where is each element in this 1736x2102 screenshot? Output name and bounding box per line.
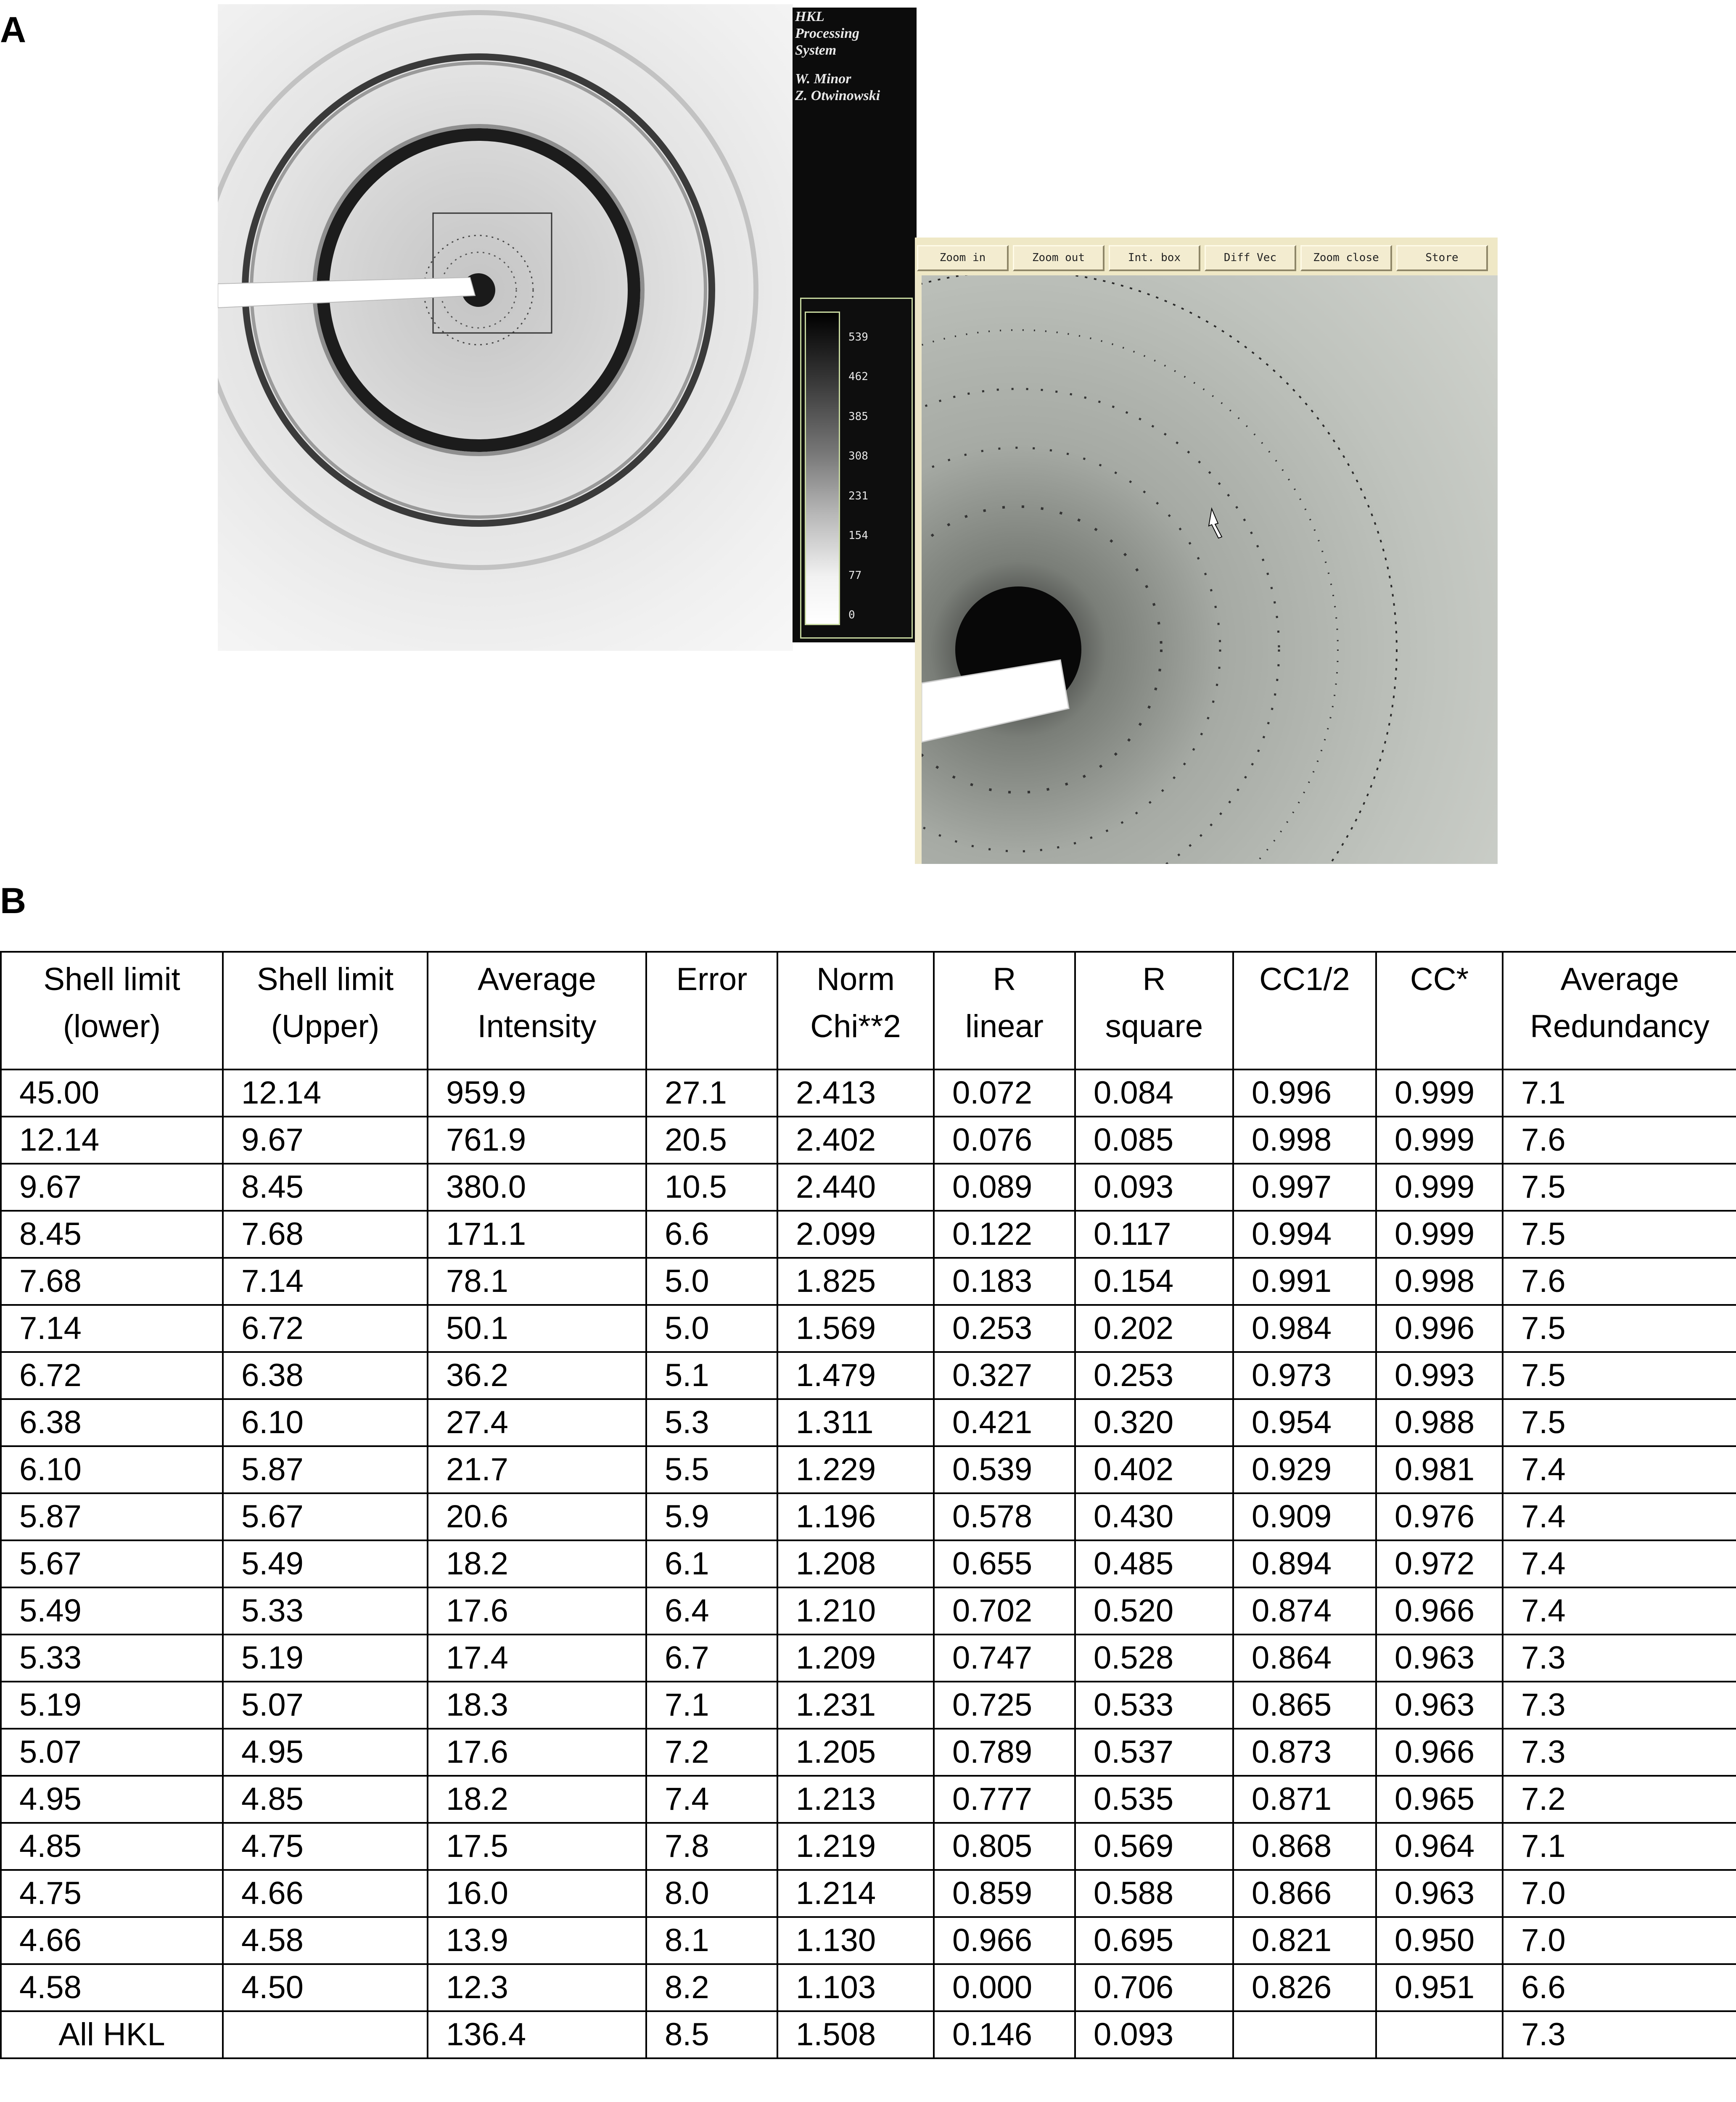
table-row xyxy=(1,1446,1736,1493)
table-cell: 7.1 xyxy=(1503,1823,1736,1870)
table-cell: 1.219 xyxy=(777,1823,934,1870)
table-cell: 7.3 xyxy=(1503,1635,1736,1682)
zoom-out-button[interactable]: Zoom out xyxy=(1013,245,1104,271)
table-cell: 7.6 xyxy=(1503,1258,1736,1305)
table-cell: 0.789 xyxy=(934,1729,1075,1776)
table-cell: 6.38 xyxy=(1,1399,223,1446)
summary-cell: 136.4 xyxy=(428,2011,646,2058)
table-cell: 8.0 xyxy=(646,1870,777,1917)
table-cell: 20.5 xyxy=(646,1117,777,1164)
table-row xyxy=(1,1493,1736,1540)
table-cell: 6.6 xyxy=(1503,1964,1736,2011)
table-cell: 0.965 xyxy=(1376,1776,1503,1823)
column-header xyxy=(934,952,1075,1069)
table-row xyxy=(1,1117,1736,1164)
table-cell: 17.4 xyxy=(428,1635,646,1682)
table-cell: 2.402 xyxy=(777,1117,934,1164)
table-cell: 27.1 xyxy=(646,1069,777,1117)
table-cell: 0.202 xyxy=(1075,1305,1233,1352)
panel-a-label: A xyxy=(0,10,26,50)
table-cell: 4.95 xyxy=(223,1729,428,1776)
table-row xyxy=(1,1352,1736,1399)
table-row xyxy=(1,1917,1736,1964)
column-header xyxy=(1376,952,1503,1069)
column-header xyxy=(646,952,777,1069)
table-cell: 0.981 xyxy=(1376,1446,1503,1493)
table-cell: 5.87 xyxy=(223,1446,428,1493)
table-cell: 0.865 xyxy=(1233,1682,1376,1729)
table-cell: 0.864 xyxy=(1233,1635,1376,1682)
table-cell: 2.440 xyxy=(777,1164,934,1211)
table-cell: 1.210 xyxy=(777,1587,934,1635)
table-cell: 7.1 xyxy=(646,1682,777,1729)
table-cell: 13.9 xyxy=(428,1917,646,1964)
table-cell: 1.214 xyxy=(777,1870,934,1917)
table-cell: 7.8 xyxy=(646,1823,777,1870)
table-cell: 0.929 xyxy=(1233,1446,1376,1493)
table-cell: 0.320 xyxy=(1075,1399,1233,1446)
table-cell: 7.68 xyxy=(1,1258,223,1305)
column-header-line: Shell limit xyxy=(43,961,180,997)
summary-cell: 7.3 xyxy=(1503,2011,1736,2058)
table-cell: 0.706 xyxy=(1075,1964,1233,2011)
table-cell: 6.72 xyxy=(1,1352,223,1399)
column-header-line: Shell limit xyxy=(256,961,394,997)
table-cell: 6.38 xyxy=(223,1352,428,1399)
column-header-line: R xyxy=(993,961,1016,997)
table-cell: 0.402 xyxy=(1075,1446,1233,1493)
table-cell: 0.695 xyxy=(1075,1917,1233,1964)
table-cell: 1.196 xyxy=(777,1493,934,1540)
table-cell: 7.4 xyxy=(1503,1446,1736,1493)
data-statistics-table xyxy=(0,951,1736,2059)
table-cell: 1.130 xyxy=(777,1917,934,1964)
summary-cell: 1.508 xyxy=(777,2011,934,2058)
column-header xyxy=(1075,952,1233,1069)
table-cell: 0.528 xyxy=(1075,1635,1233,1682)
table-cell: 0.868 xyxy=(1233,1823,1376,1870)
table-cell: 0.950 xyxy=(1376,1917,1503,1964)
table-header-row xyxy=(1,952,1736,1069)
summary-cell xyxy=(1233,2011,1376,2058)
table-cell: 2.413 xyxy=(777,1069,934,1117)
column-header-line: Chi**2 xyxy=(810,1009,901,1044)
table-cell: 17.5 xyxy=(428,1823,646,1870)
column-header-line: (lower) xyxy=(63,1009,161,1044)
table-cell: 0.991 xyxy=(1233,1258,1376,1305)
column-header-line: Average xyxy=(1560,961,1679,997)
diff-vec-button[interactable]: Diff Vec xyxy=(1205,245,1296,271)
table-row xyxy=(1,1069,1736,1117)
column-header-line: CC1/2 xyxy=(1259,961,1350,997)
table-cell: 0.537 xyxy=(1075,1729,1233,1776)
table-cell: 2.099 xyxy=(777,1211,934,1258)
table-cell: 1.205 xyxy=(777,1729,934,1776)
table-cell: 7.6 xyxy=(1503,1117,1736,1164)
table-row xyxy=(1,1540,1736,1587)
table-cell: 5.67 xyxy=(223,1493,428,1540)
table-cell: 1.213 xyxy=(777,1776,934,1823)
table-cell: 0.993 xyxy=(1376,1352,1503,1399)
table-cell: 7.68 xyxy=(223,1211,428,1258)
table-cell: 0.117 xyxy=(1075,1211,1233,1258)
summary-cell xyxy=(223,2011,428,2058)
zoom-toolbar xyxy=(915,238,1498,275)
table-cell: 7.5 xyxy=(1503,1399,1736,1446)
table-cell: 7.4 xyxy=(1503,1587,1736,1635)
table-cell: 18.3 xyxy=(428,1682,646,1729)
table-cell: 0.821 xyxy=(1233,1917,1376,1964)
hkl-title-line: HKL xyxy=(795,9,824,24)
table-cell: 0.999 xyxy=(1376,1069,1503,1117)
table-cell: 1.208 xyxy=(777,1540,934,1587)
table-cell: 0.909 xyxy=(1233,1493,1376,1540)
table-cell: 0.999 xyxy=(1376,1211,1503,1258)
table-cell: 1.825 xyxy=(777,1258,934,1305)
table-cell: 0.973 xyxy=(1233,1352,1376,1399)
legend-tick: 462 xyxy=(848,370,868,383)
table-cell: 761.9 xyxy=(428,1117,646,1164)
table-cell: 1.311 xyxy=(777,1399,934,1446)
table-cell: 0.655 xyxy=(934,1540,1075,1587)
table-cell: 0.951 xyxy=(1376,1964,1503,2011)
table-cell: 4.58 xyxy=(223,1917,428,1964)
table-cell: 7.0 xyxy=(1503,1917,1736,1964)
table-cell: 0.999 xyxy=(1376,1117,1503,1164)
column-header xyxy=(1503,952,1736,1069)
table-cell: 5.3 xyxy=(646,1399,777,1446)
table-cell: 0.963 xyxy=(1376,1682,1503,1729)
table-cell: 380.0 xyxy=(428,1164,646,1211)
table-cell: 7.14 xyxy=(1,1305,223,1352)
diffraction-pattern xyxy=(218,4,793,651)
table-cell: 12.14 xyxy=(223,1069,428,1117)
table-cell: 0.894 xyxy=(1233,1540,1376,1587)
summary-cell: All HKL xyxy=(1,2011,223,2058)
column-header-line: (Upper) xyxy=(271,1009,380,1044)
table-cell: 4.66 xyxy=(1,1917,223,1964)
table-cell: 4.50 xyxy=(223,1964,428,2011)
table-cell: 1.103 xyxy=(777,1964,934,2011)
table-cell: 5.67 xyxy=(1,1540,223,1587)
table-cell: 0.994 xyxy=(1233,1211,1376,1258)
legend-tick: 77 xyxy=(848,569,862,582)
table-cell: 6.10 xyxy=(1,1446,223,1493)
table-cell: 9.67 xyxy=(223,1117,428,1164)
table-cell: 0.093 xyxy=(1075,1164,1233,1211)
column-header-line: CC* xyxy=(1410,961,1469,997)
table-cell: 7.4 xyxy=(646,1776,777,1823)
table-cell: 4.75 xyxy=(223,1823,428,1870)
hkl-banner xyxy=(793,8,917,642)
table-cell: 1.479 xyxy=(777,1352,934,1399)
table-cell: 6.72 xyxy=(223,1305,428,1352)
hkl-author-line: Z. Otwinowski xyxy=(795,88,880,103)
table-cell: 6.7 xyxy=(646,1635,777,1682)
table-cell: 7.2 xyxy=(646,1729,777,1776)
table-cell: 78.1 xyxy=(428,1258,646,1305)
table-cell: 9.67 xyxy=(1,1164,223,1211)
table-cell: 8.45 xyxy=(1,1211,223,1258)
table-cell: 5.5 xyxy=(646,1446,777,1493)
table-cell: 0.520 xyxy=(1075,1587,1233,1635)
table-row xyxy=(1,1258,1736,1305)
hkl-authors xyxy=(795,71,880,104)
table-cell: 0.076 xyxy=(934,1117,1075,1164)
table-cell: 36.2 xyxy=(428,1352,646,1399)
table-cell: 18.2 xyxy=(428,1776,646,1823)
table-cell: 18.2 xyxy=(428,1540,646,1587)
table-cell: 5.33 xyxy=(1,1635,223,1682)
table-cell: 6.4 xyxy=(646,1587,777,1635)
summary-cell: 0.146 xyxy=(934,2011,1075,2058)
table-cell: 0.963 xyxy=(1376,1635,1503,1682)
table-cell: 5.19 xyxy=(223,1635,428,1682)
table-row xyxy=(1,1729,1736,1776)
table-cell: 0.089 xyxy=(934,1164,1075,1211)
table-cell: 8.2 xyxy=(646,1964,777,2011)
intensity-gradient-bar xyxy=(805,312,840,625)
table-cell: 0.533 xyxy=(1075,1682,1233,1729)
column-header-line: square xyxy=(1105,1009,1203,1044)
table-cell: 0.873 xyxy=(1233,1729,1376,1776)
table-cell: 7.5 xyxy=(1503,1352,1736,1399)
column-header-line: Redundancy xyxy=(1530,1009,1710,1044)
summary-cell: 8.5 xyxy=(646,2011,777,2058)
table-cell: 7.3 xyxy=(1503,1729,1736,1776)
table-cell: 0.998 xyxy=(1376,1258,1503,1305)
table-cell: 7.3 xyxy=(1503,1682,1736,1729)
legend-tick: 539 xyxy=(848,331,868,343)
summary-cell xyxy=(1376,2011,1503,2058)
table-row xyxy=(1,1823,1736,1870)
table-cell: 4.66 xyxy=(223,1870,428,1917)
legend-tick: 0 xyxy=(848,609,855,621)
table-cell: 8.45 xyxy=(223,1164,428,1211)
table-cell: 1.229 xyxy=(777,1446,934,1493)
table-cell: 5.0 xyxy=(646,1258,777,1305)
legend-tick: 154 xyxy=(848,529,868,542)
table-cell: 8.1 xyxy=(646,1917,777,1964)
table-cell: 0.976 xyxy=(1376,1493,1503,1540)
table-cell: 0.000 xyxy=(934,1964,1075,2011)
table-cell: 0.984 xyxy=(1233,1305,1376,1352)
table-row xyxy=(1,1635,1736,1682)
table-cell: 0.874 xyxy=(1233,1587,1376,1635)
table-cell: 0.996 xyxy=(1233,1069,1376,1117)
table-cell: 50.1 xyxy=(428,1305,646,1352)
table-cell: 7.5 xyxy=(1503,1164,1736,1211)
table-cell: 0.999 xyxy=(1376,1164,1503,1211)
table-cell: 0.859 xyxy=(934,1870,1075,1917)
table-cell: 0.998 xyxy=(1233,1117,1376,1164)
table-cell: 0.122 xyxy=(934,1211,1075,1258)
table-cell: 0.966 xyxy=(934,1917,1075,1964)
table-cell: 4.85 xyxy=(223,1776,428,1823)
table-row xyxy=(1,1870,1736,1917)
table-cell: 0.996 xyxy=(1376,1305,1503,1352)
table-cell: 0.777 xyxy=(934,1776,1075,1823)
table-cell: 20.6 xyxy=(428,1493,646,1540)
table-cell: 45.00 xyxy=(1,1069,223,1117)
table-cell: 0.871 xyxy=(1233,1776,1376,1823)
zoomed-diffraction-image[interactable] xyxy=(922,275,1498,864)
table-cell: 7.5 xyxy=(1503,1211,1736,1258)
table-cell: 0.866 xyxy=(1233,1870,1376,1917)
table-cell: 5.49 xyxy=(1,1587,223,1635)
table-cell: 0.954 xyxy=(1233,1399,1376,1446)
summary-cell: 0.093 xyxy=(1075,2011,1233,2058)
column-header-line: linear xyxy=(965,1009,1044,1044)
legend-tick: 231 xyxy=(848,490,868,502)
table-cell: 5.19 xyxy=(1,1682,223,1729)
hkl-title xyxy=(795,8,859,59)
table-cell: 0.085 xyxy=(1075,1117,1233,1164)
diffraction-image xyxy=(218,4,793,651)
table-cell: 1.231 xyxy=(777,1682,934,1729)
table-cell: 0.702 xyxy=(934,1587,1075,1635)
table-cell: 0.539 xyxy=(934,1446,1075,1493)
table-cell: 0.963 xyxy=(1376,1870,1503,1917)
table-cell: 4.75 xyxy=(1,1870,223,1917)
table-row xyxy=(1,1305,1736,1352)
table-cell: 7.4 xyxy=(1503,1493,1736,1540)
table-cell: 6.10 xyxy=(223,1399,428,1446)
table-cell: 0.430 xyxy=(1075,1493,1233,1540)
zoomed-pattern xyxy=(922,275,1498,864)
table-cell: 12.3 xyxy=(428,1964,646,2011)
table-row xyxy=(1,1776,1736,1823)
intensity-legend xyxy=(800,298,913,639)
table-cell: 0.253 xyxy=(1075,1352,1233,1399)
legend-tick: 308 xyxy=(848,450,868,462)
table-cell: 7.4 xyxy=(1503,1540,1736,1587)
column-header xyxy=(223,952,428,1069)
table-cell: 0.826 xyxy=(1233,1964,1376,2011)
panel-b-label: B xyxy=(0,881,26,921)
column-header-line: Average xyxy=(478,961,596,997)
table-cell: 0.972 xyxy=(1376,1540,1503,1587)
table-cell: 5.1 xyxy=(646,1352,777,1399)
table-cell: 0.805 xyxy=(934,1823,1075,1870)
table-cell: 5.49 xyxy=(223,1540,428,1587)
hkl-author-line: W. Minor xyxy=(795,71,851,87)
table-cell: 0.747 xyxy=(934,1635,1075,1682)
table-cell: 10.5 xyxy=(646,1164,777,1211)
table-cell: 1.209 xyxy=(777,1635,934,1682)
table-cell: 27.4 xyxy=(428,1399,646,1446)
zoom-window xyxy=(915,238,1498,864)
table-cell: 7.5 xyxy=(1503,1305,1736,1352)
table-cell: 7.2 xyxy=(1503,1776,1736,1823)
table-cell: 6.1 xyxy=(646,1540,777,1587)
int-box-button[interactable]: Int. box xyxy=(1109,245,1200,271)
table-cell: 5.07 xyxy=(1,1729,223,1776)
table-cell: 171.1 xyxy=(428,1211,646,1258)
table-cell: 4.58 xyxy=(1,1964,223,2011)
table-row xyxy=(1,1964,1736,2011)
column-header xyxy=(1233,952,1376,1069)
table-cell: 0.997 xyxy=(1233,1164,1376,1211)
table-cell: 1.569 xyxy=(777,1305,934,1352)
table-cell: 17.6 xyxy=(428,1587,646,1635)
hkl-title-line: System xyxy=(795,42,837,58)
table-cell: 5.0 xyxy=(646,1305,777,1352)
table-row xyxy=(1,1164,1736,1211)
table-cell: 16.0 xyxy=(428,1870,646,1917)
table-row xyxy=(1,1682,1736,1729)
table-cell: 0.084 xyxy=(1075,1069,1233,1117)
table-cell: 0.327 xyxy=(934,1352,1075,1399)
table-cell: 5.07 xyxy=(223,1682,428,1729)
table-cell: 0.421 xyxy=(934,1399,1075,1446)
table-cell: 0.535 xyxy=(1075,1776,1233,1823)
table-cell: 0.253 xyxy=(934,1305,1075,1352)
table-cell: 0.966 xyxy=(1376,1729,1503,1776)
table-cell: 0.183 xyxy=(934,1258,1075,1305)
table-cell: 7.1 xyxy=(1503,1069,1736,1117)
table-cell: 0.988 xyxy=(1376,1399,1503,1446)
table-row xyxy=(1,1399,1736,1446)
store-button[interactable]: Store xyxy=(1396,245,1488,271)
table-cell: 12.14 xyxy=(1,1117,223,1164)
table-cell: 7.0 xyxy=(1503,1870,1736,1917)
column-header-line: Norm xyxy=(816,961,895,997)
table-cell: 0.154 xyxy=(1075,1258,1233,1305)
table-cell: 0.569 xyxy=(1075,1823,1233,1870)
table-cell: 0.578 xyxy=(934,1493,1075,1540)
table-cell: 5.87 xyxy=(1,1493,223,1540)
column-header xyxy=(777,952,934,1069)
table-cell: 5.33 xyxy=(223,1587,428,1635)
column-header-line: R xyxy=(1142,961,1166,997)
table-row xyxy=(1,1211,1736,1258)
zoom-in-button[interactable]: Zoom in xyxy=(917,245,1009,271)
table-cell: 0.072 xyxy=(934,1069,1075,1117)
table-cell: 0.485 xyxy=(1075,1540,1233,1587)
column-header-line: Error xyxy=(676,961,748,997)
table-cell: 0.964 xyxy=(1376,1823,1503,1870)
table-cell: 4.85 xyxy=(1,1823,223,1870)
table-row xyxy=(1,1587,1736,1635)
column-header xyxy=(1,952,223,1069)
legend-tick: 385 xyxy=(848,410,868,423)
hkl-title-line: Processing xyxy=(795,26,859,41)
table-cell: 7.14 xyxy=(223,1258,428,1305)
table-summary-row xyxy=(1,2011,1736,2058)
column-header-line: Intensity xyxy=(477,1009,597,1044)
table-cell: 0.588 xyxy=(1075,1870,1233,1917)
table-cell: 21.7 xyxy=(428,1446,646,1493)
zoom-close-button[interactable]: Zoom close xyxy=(1300,245,1392,271)
table-cell: 959.9 xyxy=(428,1069,646,1117)
table-cell: 0.966 xyxy=(1376,1587,1503,1635)
column-header xyxy=(428,952,646,1069)
table-cell: 17.6 xyxy=(428,1729,646,1776)
table-cell: 4.95 xyxy=(1,1776,223,1823)
table-cell: 0.725 xyxy=(934,1682,1075,1729)
table-cell: 5.9 xyxy=(646,1493,777,1540)
table-cell: 6.6 xyxy=(646,1211,777,1258)
